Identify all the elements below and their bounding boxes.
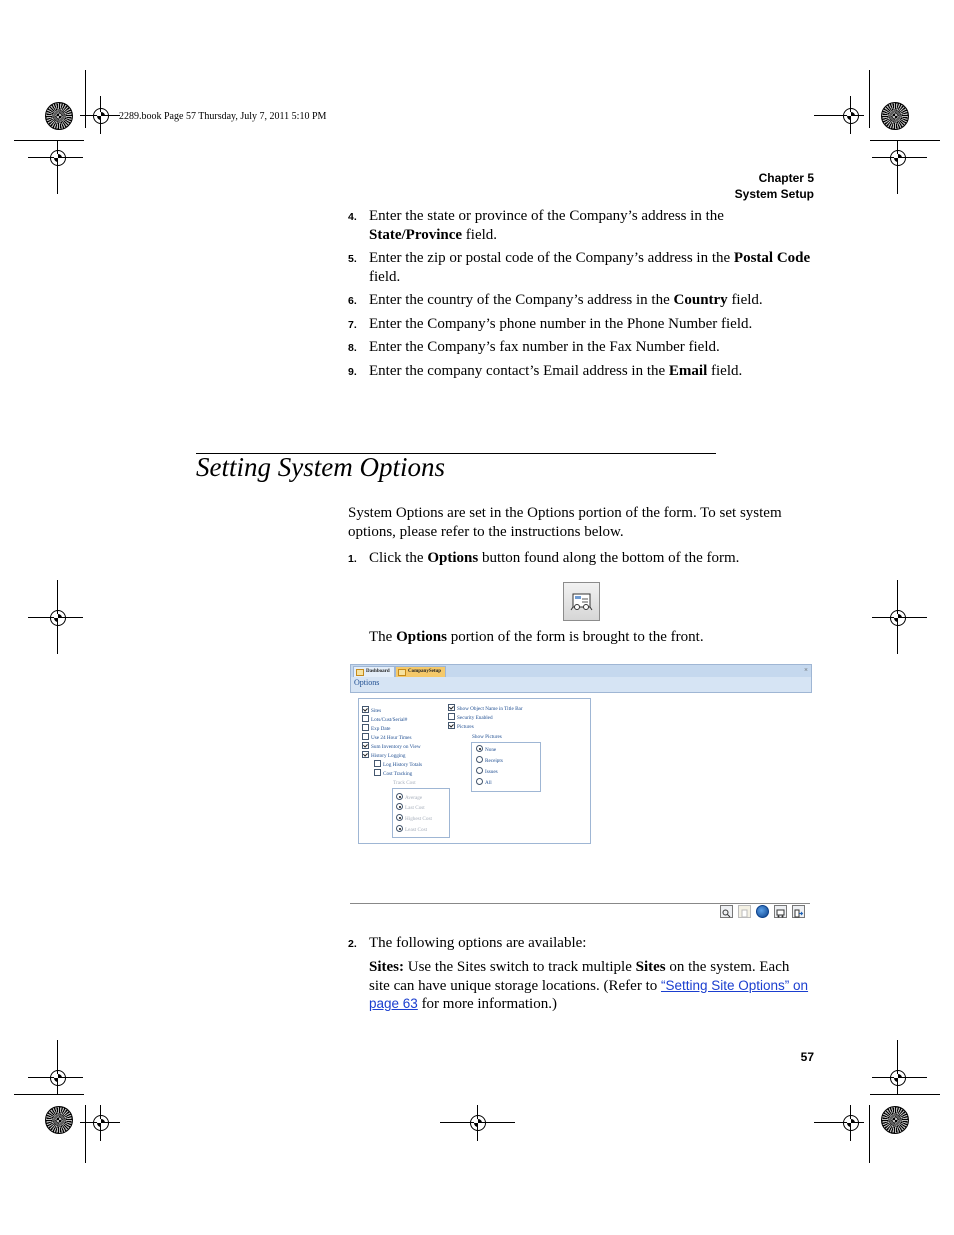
sites-description: Sites: Use the Sites switch to track multiple Sites on the system. Each site can have unique storage locations. (Refer to “Setting Site Options” on page 63 for more information.) <box>369 959 809 1012</box>
log-history-totals-checkbox[interactable]: Log History Totals <box>374 760 422 769</box>
history-logging-checkbox[interactable]: History Logging <box>362 751 405 760</box>
after-button-text: The Options portion of the form is brought to the front. <box>369 629 704 645</box>
pictures-checkbox[interactable]: Pictures <box>448 722 474 731</box>
options-header: Options <box>350 677 812 693</box>
list-item: 4. Enter the state or province of the Company’s address in the State/Province field. <box>348 208 724 243</box>
globe-icon[interactable] <box>756 905 769 918</box>
options-icon[interactable] <box>774 905 787 918</box>
show-pictures-label: Show Pictures <box>472 734 502 740</box>
expdate-checkbox[interactable]: Exp Date <box>362 724 390 733</box>
cost-tracking-checkbox[interactable]: Cost Tracking <box>374 769 412 778</box>
track-cost-label: Track Cost <box>393 780 416 786</box>
sum-inventory-checkbox[interactable]: Sum Inventory on View <box>362 742 421 751</box>
list-item: 2. The following options are available: <box>348 935 587 951</box>
list-item: 9. Enter the company contact’s Email address in the Email field. <box>348 363 743 379</box>
form-icon <box>356 669 364 676</box>
options-button[interactable] <box>563 582 600 621</box>
list-item: 8. Enter the Company’s fax number in the Fax Number field. <box>348 339 720 355</box>
intro-paragraph: System Options are set in the Options portion of the form. To set system options, please refer to the instructions below. <box>348 505 782 540</box>
form-icon <box>398 669 406 676</box>
section-title: Setting System Options <box>196 452 445 482</box>
chapter-label: Chapter 5 <box>758 171 814 185</box>
show-object-name-checkbox[interactable]: Show Object Name in Title Bar <box>448 704 523 713</box>
show-pictures-issues-radio[interactable]: Issues <box>476 767 498 776</box>
lots-checkbox[interactable]: Lots/Cust/Serial# <box>362 715 407 724</box>
track-cost-highest-radio[interactable]: Highest Cost <box>396 814 432 823</box>
close-icon[interactable]: × <box>804 666 808 674</box>
track-cost-average-radio[interactable]: Average <box>396 793 422 802</box>
list-item: 5. Enter the zip or postal code of the Company’s address in the Postal Code field. <box>348 250 811 285</box>
security-enabled-checkbox[interactable]: Security Enabled <box>448 713 493 722</box>
options-icon <box>564 583 599 620</box>
track-cost-least-radio[interactable]: Least Cost <box>396 825 427 834</box>
section-label: System Setup <box>734 187 814 201</box>
show-pictures-receipts-radio[interactable]: Receipts <box>476 756 503 765</box>
list-item: 6. Enter the country of the Company’s address in the Country field. <box>348 292 763 308</box>
sites-checkbox[interactable]: Sites <box>362 706 381 715</box>
show-pictures-all-radio[interactable]: All <box>476 778 492 787</box>
track-cost-last-radio[interactable]: Last Cost <box>396 803 425 812</box>
list-item: 1. Click the Options button found along the bottom of the form. <box>348 550 740 566</box>
tab-companysetup[interactable]: CompanySetup <box>395 666 446 678</box>
24hour-checkbox[interactable]: Use 24 Hour Times <box>362 733 412 742</box>
tab-dashboard[interactable]: Dashboard <box>353 666 395 678</box>
toolbar-divider <box>350 903 810 904</box>
print-slug: 2289.book Page 57 Thursday, July 7, 2011 5:10 PM <box>119 111 327 122</box>
site-options-link[interactable]: “Setting Site Options” on page 63 <box>369 977 809 1011</box>
show-pictures-none-radio[interactable]: None <box>476 745 496 754</box>
list-item: 7. Enter the Company’s phone number in the Phone Number field. <box>348 316 753 332</box>
exit-icon[interactable] <box>792 905 805 918</box>
document-tabs <box>350 664 812 678</box>
search-icon[interactable] <box>720 905 733 918</box>
notes-icon[interactable] <box>738 905 751 918</box>
page-number: 57 <box>800 1050 814 1064</box>
running-header <box>735 170 814 202</box>
